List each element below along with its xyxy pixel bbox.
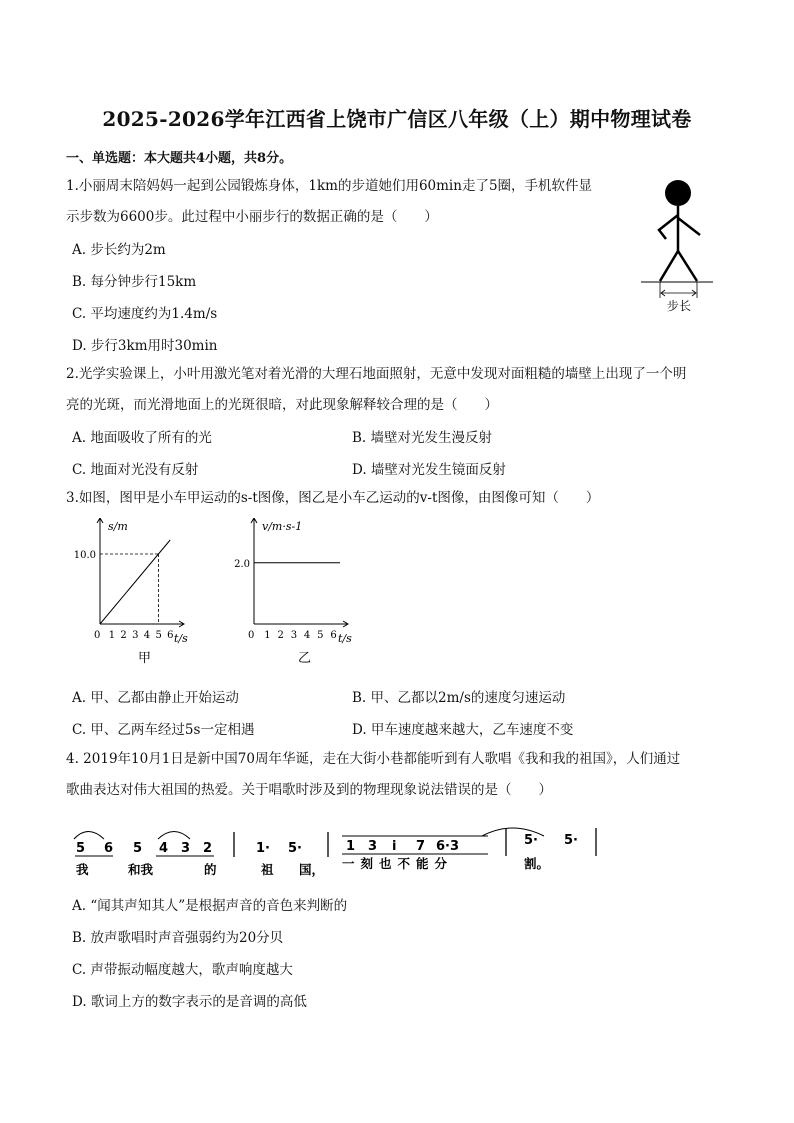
question-3-line-1: 3.如图，图甲是小车甲运动的s-t图像，图乙是小车乙运动的v-t图像，由图像可知（ ） xyxy=(66,490,600,506)
x-tick-label: 0 xyxy=(248,630,255,641)
question-4-line-2: 歌曲表达对伟大祖国的热爱。关于唱歌时涉及到的物理现象说法错误的是（ ） xyxy=(66,782,552,798)
figure-right-arm xyxy=(678,218,700,235)
score-note: 6·3 xyxy=(436,839,460,854)
chart-yi xyxy=(234,518,352,666)
slur-arc xyxy=(158,832,190,840)
x-axis-label: t/s xyxy=(174,632,188,645)
score-note: 2 xyxy=(203,841,213,856)
y-axis-label: v/m·s-1 xyxy=(262,520,303,533)
x-tick-label: 1 xyxy=(108,630,116,641)
lyric: 一刻也不能分 xyxy=(342,856,454,871)
lyric: 和我 xyxy=(128,862,154,877)
y-tick-label: 2.0 xyxy=(234,558,250,570)
x-tick-label: 5 xyxy=(155,630,162,641)
score-note: 5 xyxy=(133,841,143,856)
score-note: 1· xyxy=(256,841,270,856)
score-note: 5· xyxy=(288,841,302,856)
score-note: 5· xyxy=(524,833,538,848)
q4-option-b[interactable]: B. 放声歌唱时声音强弱约为20分贝 xyxy=(72,930,284,946)
chart-caption: 甲 xyxy=(138,651,152,666)
q3-charts xyxy=(66,518,386,678)
q2-option-b[interactable]: B. 墙壁对光发生漫反射 xyxy=(352,430,493,446)
chart-caption: 乙 xyxy=(298,651,312,666)
music-score xyxy=(66,812,626,882)
question-1-line-1: 1.小丽周末陪妈妈一起到公园锻炼身体，1km的步道她们用60min走了5圈，手机软件显 xyxy=(66,178,593,194)
x-tick-label: 4 xyxy=(303,630,311,641)
question-1-line-2: 示步数为6600步。此过程中小丽步行的数据正确的是（ ） xyxy=(66,209,438,225)
q2-option-a[interactable]: A. 地面吸收了所有的光 xyxy=(72,430,212,446)
q2-option-d[interactable]: D. 墙壁对光发生镜面反射 xyxy=(352,462,506,478)
x-axis-label: t/s xyxy=(338,632,352,645)
x-tick-label: 1 xyxy=(264,630,271,641)
question-2-line-1: 2.光学实验课上，小叶用激光笔对着光滑的大理石地面照射，无意中发现对面粗糙的墙壁上出现了一个明 xyxy=(66,366,687,382)
score-note: 3 xyxy=(181,841,191,856)
score-note: 5 xyxy=(76,841,86,856)
q1-option-a[interactable]: A. 步长约为2m xyxy=(72,242,166,258)
x-tick-label: 3 xyxy=(290,630,298,641)
figure-left-arm xyxy=(659,215,678,239)
series-line xyxy=(100,540,170,624)
x-tick-label: 4 xyxy=(143,630,151,641)
x-tick-label: 2 xyxy=(277,630,284,641)
q3-option-b[interactable]: B. 甲、乙都以2m/s的速度匀速运动 xyxy=(352,690,566,706)
score-note: 6 xyxy=(104,841,114,856)
score-note: 4 xyxy=(159,841,169,856)
y-tick-label: 10.0 xyxy=(73,550,96,561)
lyric: 国， xyxy=(299,862,325,877)
q3-option-a[interactable]: A. 甲、乙都由静止开始运动 xyxy=(72,690,239,706)
stick-figure-illustration xyxy=(636,175,718,315)
q3-option-d[interactable]: D. 甲车速度越来越大，乙车速度不变 xyxy=(352,722,574,738)
question-2-line-2: 亮的光斑，而光滑地面上的光斑很暗，对此现象解释较合理的是（ ） xyxy=(66,397,498,413)
score-note: i xyxy=(392,839,397,854)
chart-jia xyxy=(74,518,188,666)
x-tick-label: 2 xyxy=(120,630,127,641)
section-heading: 一、单选题：本大题共4小题，共8分。 xyxy=(66,151,293,166)
x-tick-label: 3 xyxy=(132,630,139,641)
x-tick-label: 0 xyxy=(94,630,101,641)
score-note: 3 xyxy=(368,839,378,854)
step-length-label: 步长 xyxy=(666,299,692,313)
q4-option-d[interactable]: D. 歌词上方的数字表示的是音调的高低 xyxy=(72,994,307,1010)
figure-head xyxy=(665,180,691,206)
question-4-line-1: 4. 2019年10月1日是新中国70周年华诞，走在大街小巷都能听到有人歌唱《我和我的祖国》，人们通过 xyxy=(66,751,681,767)
q1-option-b[interactable]: B. 每分钟步行15km xyxy=(72,274,197,290)
score-note: 5· xyxy=(564,833,578,848)
lyric: 祖 xyxy=(261,862,274,877)
x-tick-label: 6 xyxy=(330,630,337,641)
score-note: 1 xyxy=(346,839,356,854)
page-title: 2025-2026学年江西省上饶市广信区八年级（上）期中物理试卷 xyxy=(102,107,692,131)
slur-arc xyxy=(74,832,104,840)
q1-option-c[interactable]: C. 平均速度约为1.4m/s xyxy=(72,306,218,322)
lyric: 我 xyxy=(76,862,89,877)
x-tick-label: 5 xyxy=(317,630,324,641)
x-tick-label: 6 xyxy=(167,630,174,641)
q2-option-c[interactable]: C. 地面对光没有反射 xyxy=(72,462,199,478)
q4-option-c[interactable]: C. 声带振动幅度越大，歌声响度越大 xyxy=(72,962,293,978)
q1-option-d[interactable]: D. 步行3km用时30min xyxy=(72,338,218,354)
figure-left-leg xyxy=(660,251,678,281)
lyric: 割。 xyxy=(524,856,550,871)
q4-option-a[interactable]: A. “闻其声知其人”是根据声音的音色来判断的 xyxy=(72,898,348,914)
lyric: 的 xyxy=(204,862,217,877)
q3-option-c[interactable]: C. 甲、乙两车经过5s一定相遇 xyxy=(72,722,255,738)
score-note: 7 xyxy=(416,839,426,854)
figure-right-leg xyxy=(678,251,697,281)
y-axis-label: s/m xyxy=(108,520,128,533)
